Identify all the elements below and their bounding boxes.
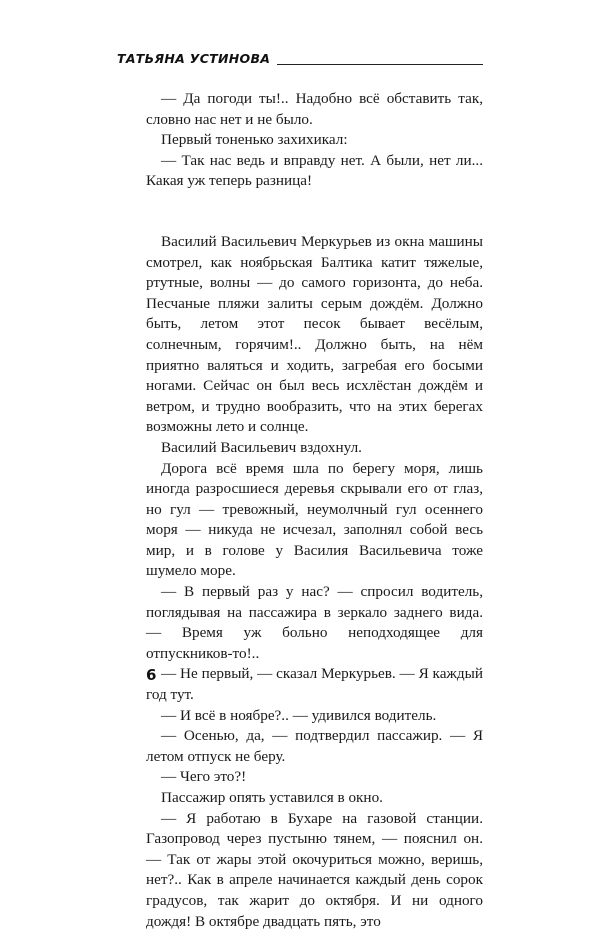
author-name: ТАТЬЯНА УСТИНОВА xyxy=(117,51,271,66)
paragraph: — Не первый, — сказал Меркурьев. — Я каждый год тут. xyxy=(146,665,483,704)
paragraph: — Так нас ведь и вправду нет. А были, нет ли... Какая уж теперь разница! xyxy=(146,151,483,190)
paragraph: Пассажир опять уставился в окно. xyxy=(161,789,383,806)
header-rule xyxy=(277,64,483,65)
paragraph: Дорога всё время шла по берегу моря, лишь иногда разросшиеся деревья скрывали его от глаз, но гул — тревожный, неумолчный гул осеннего моря — никуда не исчезал, заполнял собой весь мир, и в голове у Василия Васильевича тоже шумело море. xyxy=(146,459,483,580)
running-head xyxy=(117,51,483,73)
paragraph: Василий Васильевич Меркурьев из окна машины смотрел, как ноябрьская Балтика катит тяжелые, ртутные, волны — до самого горизонта, до неба. Песчаные пляжи залиты серым дождём. Должно быть, летом этот песок бывает весёлым, солнечным, горячим!.. Должно быть, на нём приятно валяться и ходить, загребая его босыми ногами. Сейчас он был весь исхлёстан дождём и ветром, и трудно вообразить, что на этих берегах возможны лето и солнце. xyxy=(146,232,483,436)
section-break xyxy=(146,192,483,232)
paragraph: — В первый раз у нас? — спросил водитель, поглядывая на пассажира в зеркало заднего вида. — Время уж больно неподходящее для отпускников-то!.. xyxy=(146,583,483,662)
paragraph: — И всё в ноябре?.. — удивился водитель. xyxy=(161,706,437,724)
body-text xyxy=(146,89,483,932)
paragraph: — Я работаю в Бухаре на газовой станции. Газопровод через пустыню тянем, — пояснил он. — Так от жары этой окочуриться можно, веришь, нет?.. Как в апреле начинается каждый день сорок градусов, так жарит до октября. И ни одного дождя! В октябре двадцать пять, это xyxy=(146,809,483,930)
paragraph: — Да погоди ты!.. Надобно всё обставить так, словно нас нет и не было. xyxy=(146,90,483,128)
paragraph: Василий Васильевич вздохнул. xyxy=(161,438,362,456)
paragraph: — Чего это?! xyxy=(161,768,247,786)
page-number: 6 xyxy=(146,666,157,684)
paragraph: — Осенью, да, — подтвердил пассажир. — Я летом отпуск не беру. xyxy=(146,727,483,765)
paragraph: Первый тоненько захихикал: xyxy=(161,131,348,149)
